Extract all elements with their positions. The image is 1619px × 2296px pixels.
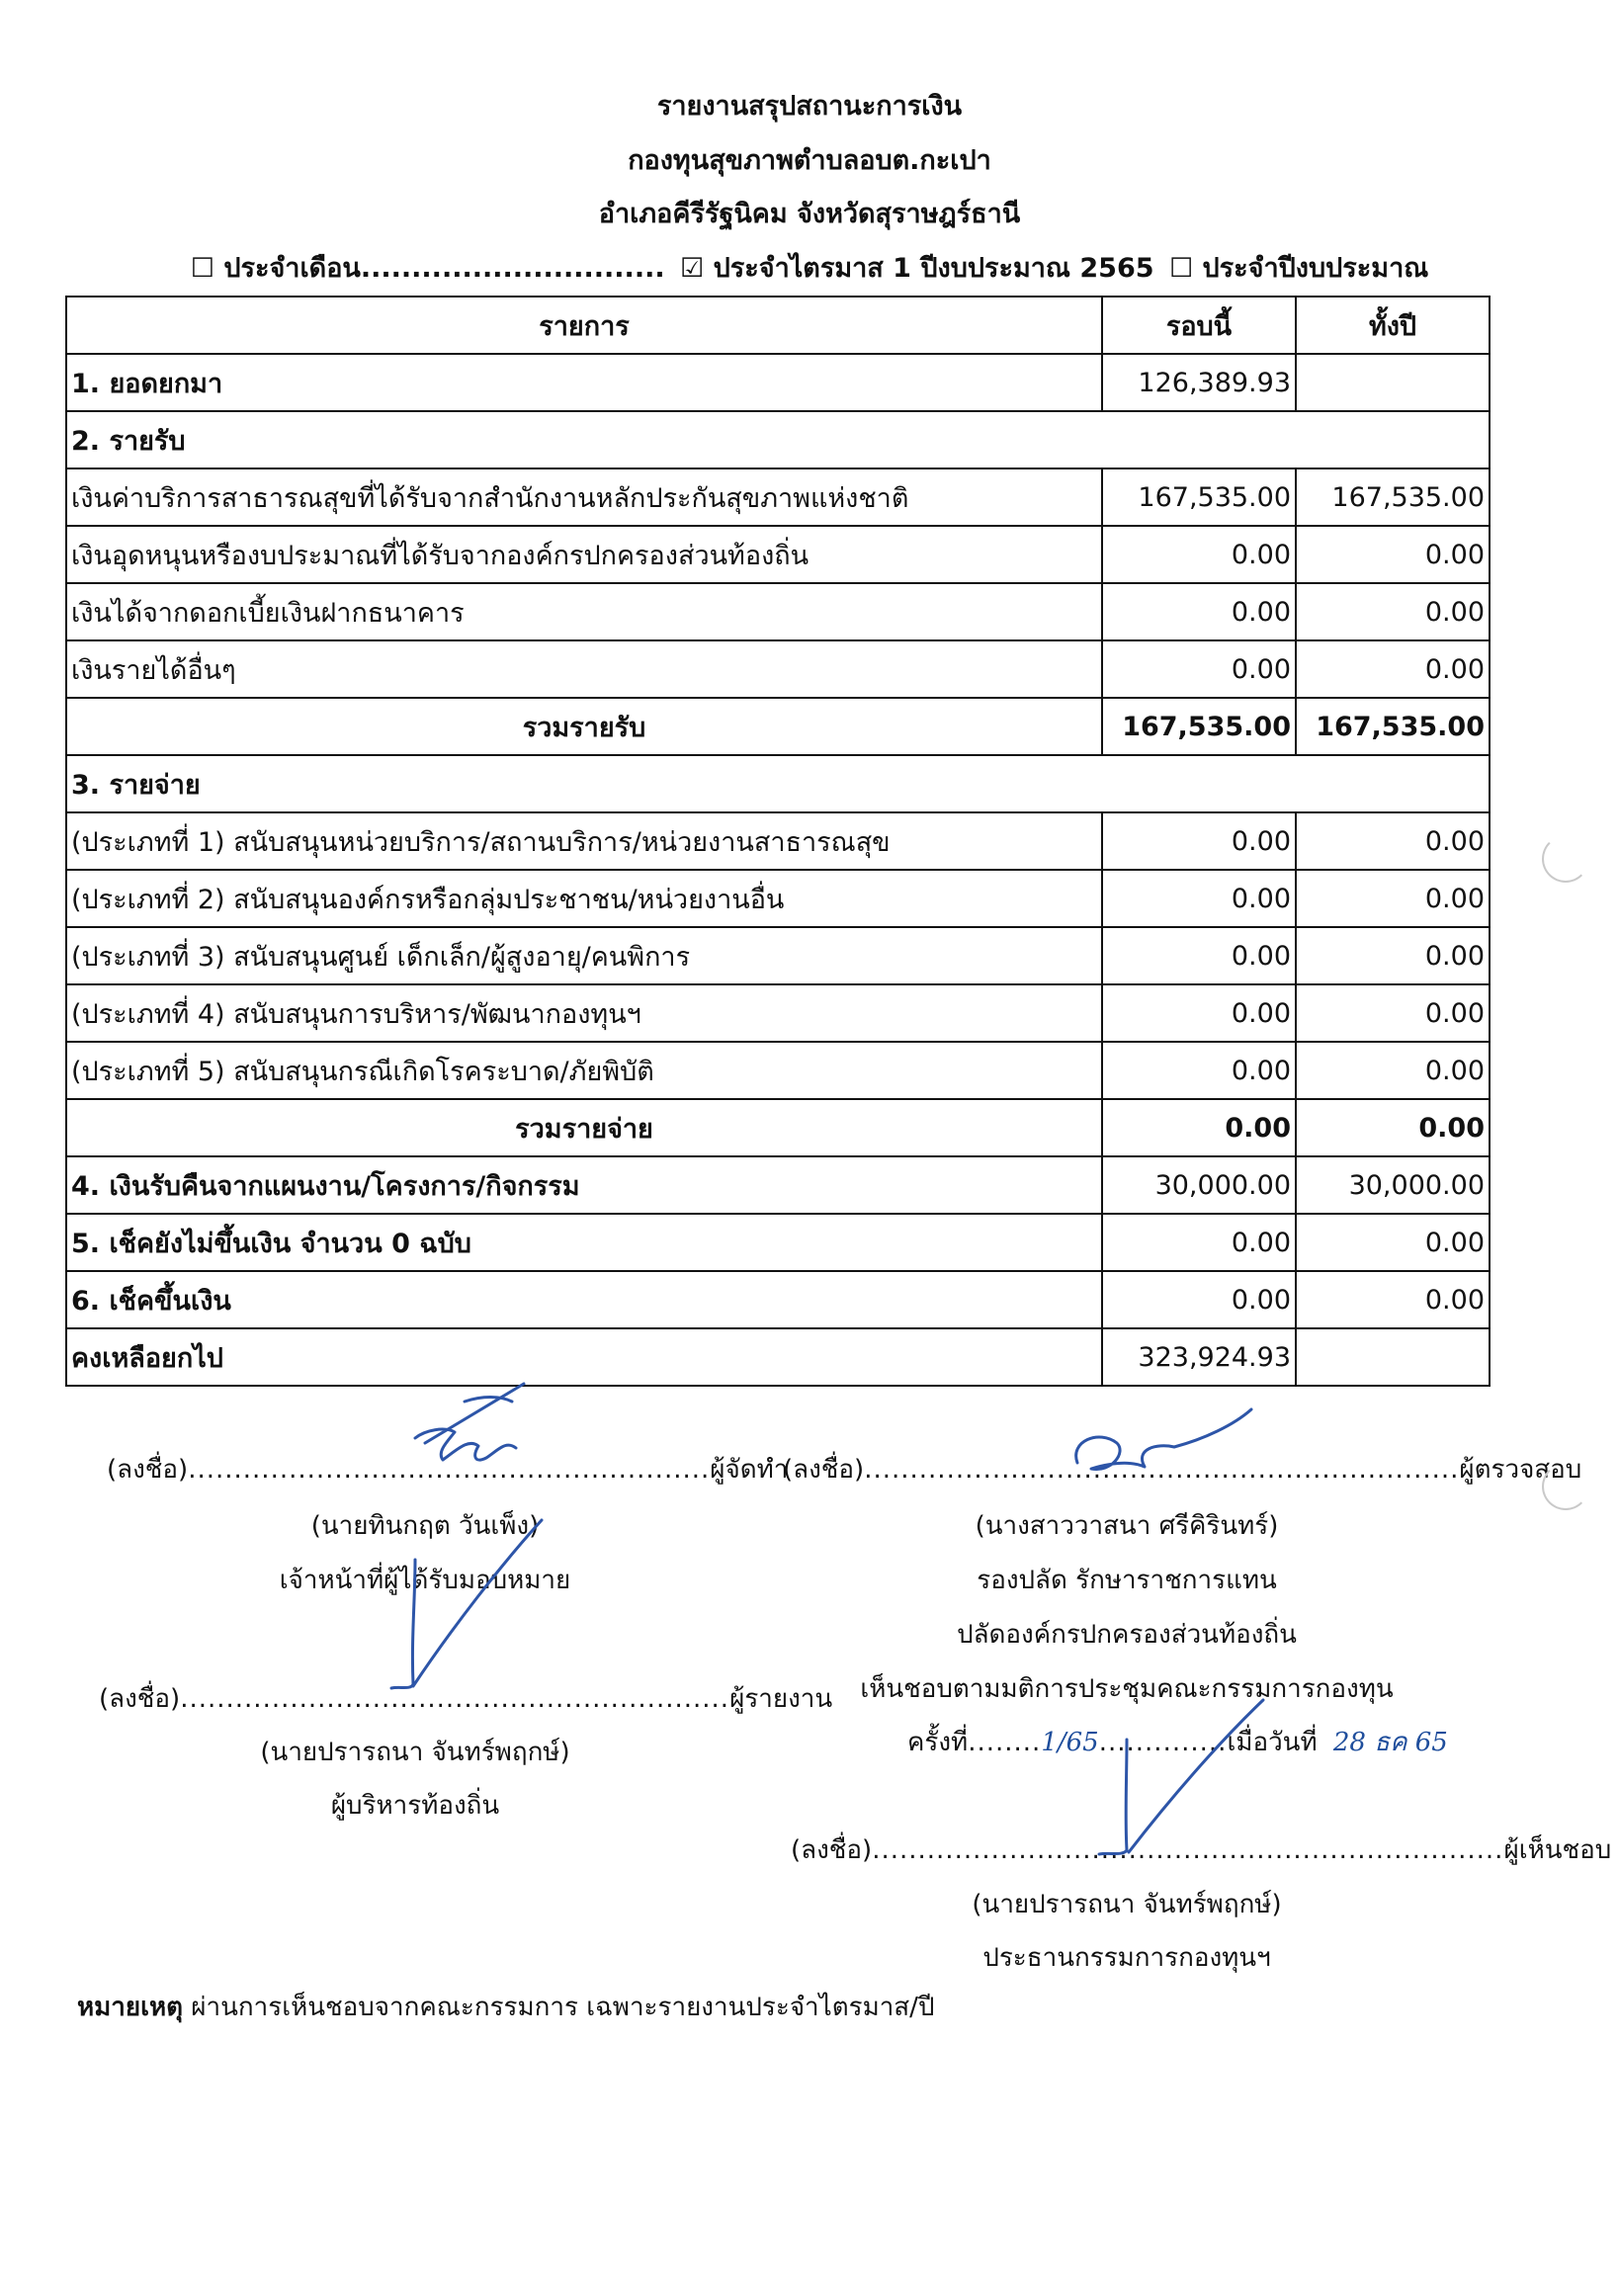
- row-label: (ประเภทที่ 3) สนับสนุนศูนย์ เด็กเล็ก/ผู้สูงอายุ/คนพิการ: [66, 927, 1102, 984]
- table-row: [66, 1271, 1490, 1328]
- row-current-value: 30,000.00: [1102, 1156, 1296, 1214]
- financial-summary-table: [65, 296, 1491, 1387]
- column-header-item: รายการ: [66, 297, 1102, 354]
- row-label: (ประเภทที่ 2) สนับสนุนองค์กรหรือกลุ่มประชาชน/หน่วยงานอื่น: [66, 870, 1102, 927]
- row-label: รวมรายจ่าย: [66, 1099, 1102, 1156]
- table-row: [66, 354, 1490, 411]
- meeting-date-value: 28 ธค 65: [1332, 1728, 1448, 1757]
- row-current-value: 0.00: [1102, 1214, 1296, 1271]
- auditor-sign-line: (ลงชื่อ).................................................................ผู้ตรวจสอบ: [783, 1455, 1582, 1485]
- row-current-value: 0.00: [1102, 1099, 1296, 1156]
- report-title: รายงานสรุปสถานะการเงิน: [656, 91, 963, 122]
- row-year-value: 0.00: [1296, 640, 1490, 698]
- column-header-year: ทั้งปี: [1296, 297, 1490, 354]
- footnote: [77, 1989, 934, 2026]
- row-current-value: 0.00: [1102, 1042, 1296, 1099]
- period-yearly: ☐ ประจำปีงบประมาณ: [1168, 253, 1429, 284]
- table-row: [66, 526, 1490, 583]
- meeting-time-value: 1/65: [1041, 1728, 1099, 1757]
- table-row: [66, 1328, 1490, 1386]
- reporter-check-mark: [391, 1520, 542, 1688]
- row-current-value: 0.00: [1102, 526, 1296, 583]
- table-row: [66, 812, 1490, 870]
- paper-crease: [1542, 1463, 1589, 1510]
- row-label: รวมรายรับ: [66, 698, 1102, 755]
- table-row: [66, 927, 1490, 984]
- table-row: [66, 583, 1490, 640]
- reporter-sign-line: (ลงชื่อ)............................................................ผู้รายงาน: [99, 1684, 833, 1714]
- row-current-value: 167,535.00: [1102, 698, 1296, 755]
- row-label: เงินรายได้อื่นๆ: [66, 640, 1102, 698]
- row-label: (ประเภทที่ 1) สนับสนุนหน่วยบริการ/สถานบริการ/หน่วยงานสาธารณสุข: [66, 812, 1102, 870]
- table-row: [66, 468, 1490, 526]
- row-current-value: 0.00: [1102, 583, 1296, 640]
- row-current-value: 0.00: [1102, 812, 1296, 870]
- note-text: ผ่านการเห็นชอบจากคณะกรรมการ เฉพาะรายงานประจำไตรมาส/ปี: [191, 1993, 935, 2022]
- row-label: 1. ยอดยกมา: [66, 354, 1102, 411]
- table-row: [66, 1099, 1490, 1156]
- row-year-value: 0.00: [1296, 1099, 1490, 1156]
- row-label: 3. รายจ่าย: [66, 755, 1490, 812]
- row-current-value: 0.00: [1102, 640, 1296, 698]
- reporter-name: (นายปรารถนา จันทร์พฤกษ์): [260, 1738, 570, 1767]
- row-year-value: [1296, 1328, 1490, 1386]
- row-current-value: 0.00: [1102, 1271, 1296, 1328]
- row-year-value: 167,535.00: [1296, 468, 1490, 526]
- row-year-value: [1296, 354, 1490, 411]
- table-header-row: [66, 297, 1490, 354]
- row-year-value: 0.00: [1296, 812, 1490, 870]
- table-row: [66, 870, 1490, 927]
- approval-meeting-line: ครั้งที่........1/65..............เมื่อวันที่ 28 ธค 65: [907, 1728, 1448, 1757]
- row-year-value: 30,000.00: [1296, 1156, 1490, 1214]
- sign-prefix: (ลงชื่อ): [99, 1684, 181, 1714]
- row-current-value: 0.00: [1102, 927, 1296, 984]
- column-header-current: รอบนี้: [1102, 297, 1296, 354]
- row-label: 2. รายรับ: [66, 411, 1490, 468]
- note-label: หมายเหตุ: [77, 1993, 184, 2022]
- table-row: [66, 984, 1490, 1042]
- table-row: [66, 755, 1490, 812]
- table-row: [66, 698, 1490, 755]
- preparer-name: (นายทินกฤต วันเพ็ง): [310, 1511, 540, 1541]
- row-year-value: 167,535.00: [1296, 698, 1490, 755]
- meeting-date-label: เมื่อวันที่: [1227, 1728, 1318, 1757]
- auditor-role: ผู้ตรวจสอบ: [1459, 1455, 1582, 1485]
- row-label: (ประเภทที่ 4) สนับสนุนการบริหาร/พัฒนากองทุนฯ: [66, 984, 1102, 1042]
- row-label: 6. เช็คขึ้นเงิน: [66, 1271, 1102, 1328]
- row-current-value: 323,924.93: [1102, 1328, 1296, 1386]
- row-label: 5. เช็คยังไม่ขึ้นเงิน จำนวน 0 ฉบับ: [66, 1214, 1102, 1271]
- approver-name: (นายปรารถนา จันทร์พฤกษ์): [972, 1890, 1282, 1919]
- auditor-position-2: ปลัดองค์กรปกครองส่วนท้องถิ่น: [957, 1620, 1297, 1650]
- period-selector: [0, 249, 1619, 289]
- sign-prefix: (ลงชื่อ): [783, 1455, 865, 1485]
- preparer-sign-line: (ลงชื่อ).........................................................ผู้จัดทำ: [107, 1455, 789, 1485]
- preparer-role: ผู้จัดทำ: [710, 1455, 789, 1485]
- row-year-value: 0.00: [1296, 927, 1490, 984]
- preparer-signature: [415, 1384, 524, 1460]
- row-current-value: 126,389.93: [1102, 354, 1296, 411]
- table-row: [66, 1156, 1490, 1214]
- sign-prefix: (ลงชื่อ): [791, 1835, 873, 1865]
- row-current-value: 0.00: [1102, 984, 1296, 1042]
- row-year-value: 0.00: [1296, 1214, 1490, 1271]
- approval-text: เห็นชอบตามมติการประชุมคณะกรรมการกองทุน: [860, 1674, 1394, 1704]
- row-year-value: 0.00: [1296, 870, 1490, 927]
- sign-prefix: (ลงชื่อ): [107, 1455, 189, 1485]
- table-row: [66, 640, 1490, 698]
- auditor-name: (นางสาววาสนา ศรีคิรินทร์): [975, 1511, 1279, 1541]
- row-year-value: 0.00: [1296, 1042, 1490, 1099]
- approver-position: ประธานกรรมการกองทุนฯ: [982, 1943, 1271, 1973]
- row-year-value: 0.00: [1296, 583, 1490, 640]
- fund-name: กองทุนสุขภาพตำบลอบต.กะเปา: [628, 145, 991, 176]
- period-monthly: ☐ ประจำเดือน..............................: [190, 253, 665, 284]
- row-label: คงเหลือยกไป: [66, 1328, 1102, 1386]
- row-current-value: 0.00: [1102, 870, 1296, 927]
- meeting-time-label: ครั้งที่: [907, 1728, 969, 1757]
- row-label: (ประเภทที่ 5) สนับสนุนกรณีเกิดโรคระบาด/ภัยพิบัติ: [66, 1042, 1102, 1099]
- reporter-role: ผู้รายงาน: [729, 1684, 833, 1714]
- auditor-position-1: รองปลัด รักษาราชการแทน: [977, 1566, 1277, 1595]
- row-label: เงินค่าบริการสาธารณสุขที่ได้รับจากสำนักงานหลักประกันสุขภาพแห่งชาติ: [66, 468, 1102, 526]
- row-year-value: 0.00: [1296, 1271, 1490, 1328]
- table-row: [66, 1042, 1490, 1099]
- table-row: [66, 1214, 1490, 1271]
- table-row: [66, 411, 1490, 468]
- row-label: เงินได้จากดอกเบี้ยเงินฝากธนาคาร: [66, 583, 1102, 640]
- approver-sign-line: (ลงชื่อ).....................................................................ผู้เห็นชอบ: [791, 1835, 1612, 1865]
- row-label: 4. เงินรับคืนจากแผนงาน/โครงการ/กิจกรรม: [66, 1156, 1102, 1214]
- approver-role: ผู้เห็นชอบ: [1503, 1835, 1612, 1865]
- row-label: เงินอุดหนุนหรืองบประมาณที่ได้รับจากองค์กรปกครองส่วนท้องถิ่น: [66, 526, 1102, 583]
- paper-crease: [1542, 835, 1589, 883]
- preparer-position: เจ้าหน้าที่ผู้ได้รับมอบหมาย: [279, 1566, 571, 1595]
- period-quarterly: ☑ ประจำไตรมาส 1 ปีงบประมาณ 2565: [680, 253, 1154, 284]
- row-year-value: 0.00: [1296, 526, 1490, 583]
- reporter-position: ผู้บริหารท้องถิ่น: [330, 1791, 500, 1821]
- row-current-value: 167,535.00: [1102, 468, 1296, 526]
- location: อำเภอคีรีรัฐนิคม จังหวัดสุราษฎร์ธานี: [598, 199, 1021, 229]
- row-year-value: 0.00: [1296, 984, 1490, 1042]
